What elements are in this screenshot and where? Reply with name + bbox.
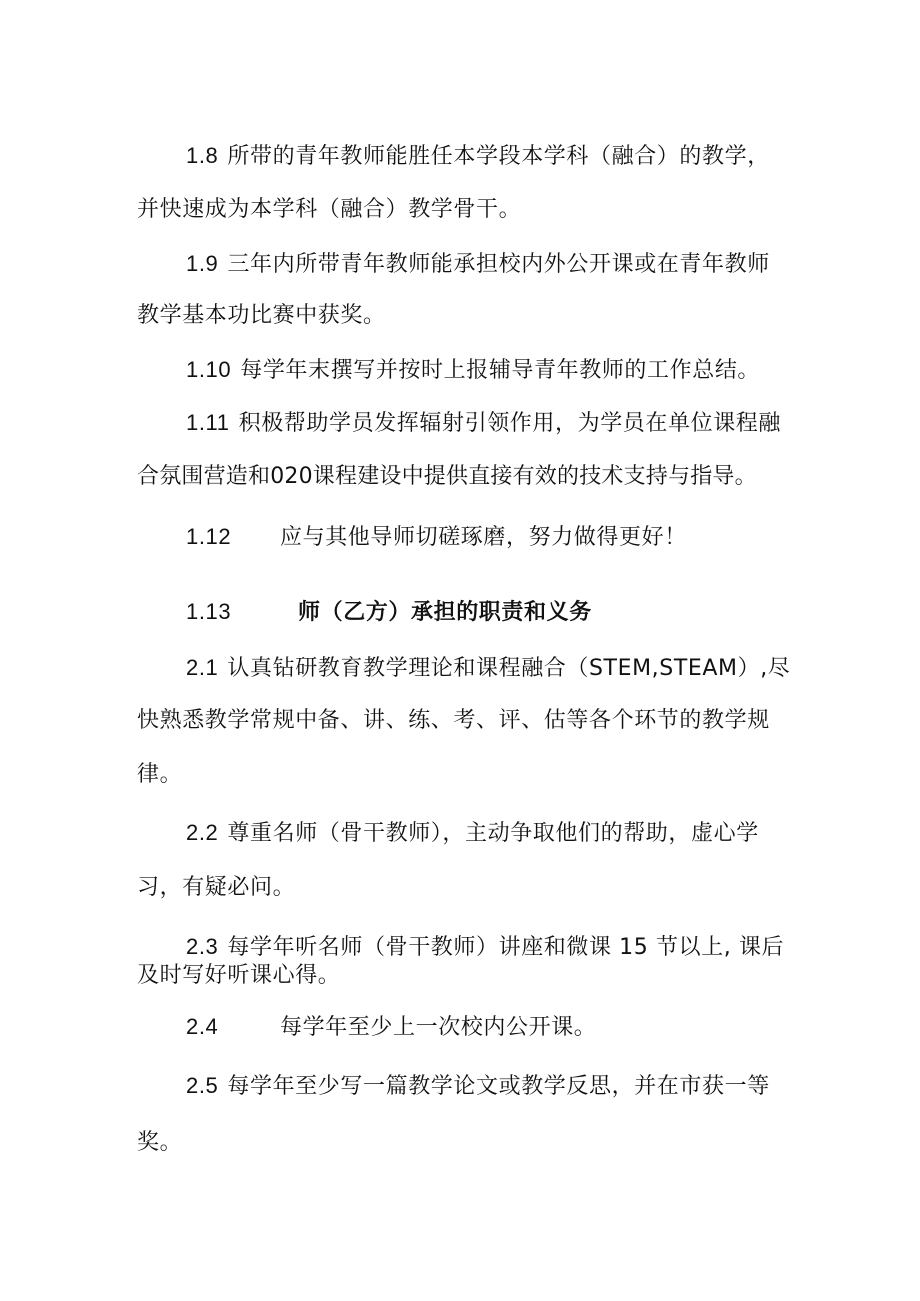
paragraph-2-1-line-1 xyxy=(186,653,920,684)
paragraph-2-2-line-2 xyxy=(137,873,920,903)
paragraph-2-2-line-1 xyxy=(186,818,920,849)
paragraph-1-10-line-1 xyxy=(186,355,920,386)
paragraph-text: 奖。 xyxy=(137,1130,183,1155)
item-number: 2.3 xyxy=(186,934,219,959)
paragraph-2-3-line-1 xyxy=(186,932,920,963)
item-number: 1.8 xyxy=(186,143,219,168)
paragraph-1-11-line-2 xyxy=(137,462,920,492)
section-heading-1-13 xyxy=(186,597,920,628)
paragraph-2-4-line-1 xyxy=(186,1012,920,1043)
paragraph-2-5-line-1 xyxy=(186,1071,920,1102)
paragraph-text: 每学年至少上一次校内公开课。 xyxy=(280,1015,597,1040)
item-number: 1.10 xyxy=(186,357,232,382)
item-number: 2.1 xyxy=(186,655,219,680)
paragraph-text: 应与其他导师切磋琢磨，努力做得更好！ xyxy=(280,525,687,550)
paragraph-text: 及时写好听课心得。 xyxy=(137,963,341,988)
item-number: 1.9 xyxy=(186,251,219,276)
paragraph-text: 三年内所带青年教师能承担校内外公开课或在青年教师 xyxy=(227,252,770,277)
paragraph-text: 所带的青年教师能胜任本学段本学科（融合）的教学， xyxy=(227,144,770,169)
paragraph-text: 每学年至少写一篇教学论文或教学反思，并在市获一等 xyxy=(227,1074,770,1099)
paragraph-text: 教学基本功比赛中获奖。 xyxy=(137,303,386,328)
paragraph-1-11-line-1 xyxy=(186,408,920,439)
paragraph-1-9-line-1 xyxy=(186,249,920,280)
paragraph-text: 律。 xyxy=(137,762,183,787)
section-heading-text: 师（乙方）承担的职责和义务 xyxy=(298,600,592,625)
item-number: 1.11 xyxy=(186,410,230,435)
paragraph-text: 认真钻研教育教学理论和课程融合（STEM,STEAM）,尽 xyxy=(227,656,791,681)
item-number: 2.5 xyxy=(186,1073,219,1098)
paragraph-text: 并快速成为本学科（融合）教学骨干。 xyxy=(137,197,522,222)
paragraph-1-8-line-2 xyxy=(137,195,920,225)
paragraph-text: 每学年听名师（骨干教师）讲座和微课 15 节以上, 课后 xyxy=(227,935,785,960)
paragraph-text: 习，有疑必问。 xyxy=(137,875,296,900)
item-number: 2.4 xyxy=(186,1014,219,1039)
paragraph-text: 每学年末撰写并按时上报辅导青年教师的工作总结。 xyxy=(240,358,761,383)
item-number: 1.12 xyxy=(186,524,232,549)
paragraph-1-9-line-2 xyxy=(137,301,920,331)
item-number: 2.2 xyxy=(186,820,219,845)
paragraph-2-1-line-3 xyxy=(137,760,920,790)
paragraph-1-8-line-1 xyxy=(186,141,920,172)
item-number: 1.13 xyxy=(186,599,232,624)
paragraph-text: 积极帮助学员发挥辐射引领作用，为学员在单位课程融 xyxy=(238,411,781,436)
paragraph-text: 尊重名师（骨干教师），主动争取他们的帮助，虚心学 xyxy=(227,821,759,846)
paragraph-2-1-line-2 xyxy=(137,706,920,736)
paragraph-1-12-line-1 xyxy=(186,522,920,553)
paragraph-text: 合氛围营造和020课程建设中提供直接有效的技术支持与指导。 xyxy=(137,464,757,489)
paragraph-text: 快熟悉教学常规中备、讲、练、考、评、估等各个环节的教学规 xyxy=(137,708,770,733)
paragraph-2-5-line-2 xyxy=(137,1128,920,1158)
paragraph-2-3-line-2 xyxy=(137,961,920,991)
